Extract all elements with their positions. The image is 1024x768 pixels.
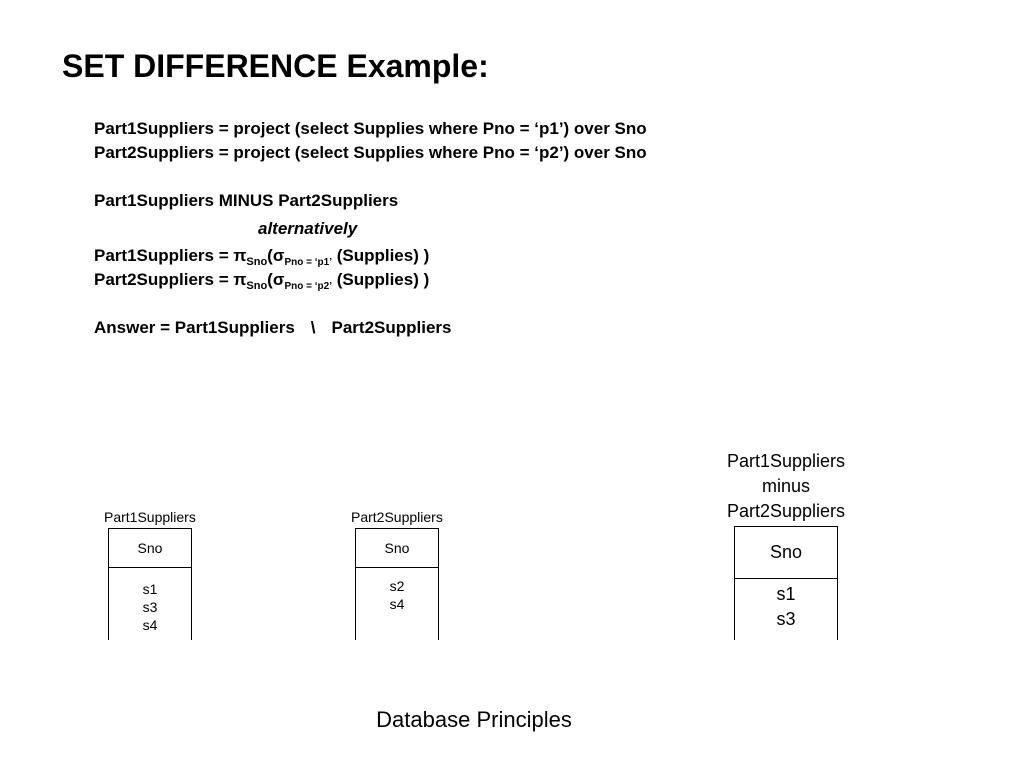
algebra-part1-sigma: (σ	[267, 246, 285, 265]
table-part1-header: Sno	[109, 529, 191, 568]
table-part1	[108, 528, 192, 640]
table-part2	[355, 528, 439, 640]
footer-text: Database Principles	[376, 707, 572, 732]
algebra-part1-select-subscript: Pno = ‘p1’	[284, 257, 332, 268]
table-row: s2	[389, 578, 405, 594]
algebra-part1-lhs: Part1Suppliers = π	[94, 246, 247, 265]
alternatively-label: alternatively	[258, 219, 358, 238]
result-table-header: Sno	[735, 527, 837, 579]
table-row: s1	[776, 584, 796, 604]
result-table-label	[706, 449, 866, 524]
table-row: s3	[776, 609, 796, 629]
algebra-part2-project-subscript: Sno	[246, 280, 268, 292]
algebra-part2-select-subscript: Pno = ‘p2’	[284, 281, 332, 292]
answer-expression	[94, 318, 452, 338]
table-part2-rows	[356, 568, 438, 613]
algebra-part2-lhs: Part2Suppliers = π	[94, 270, 247, 289]
slide-title: SET DIFFERENCE Example:	[62, 48, 489, 84]
table-row: s4	[142, 617, 158, 633]
table-part2-label: Part2Suppliers	[351, 509, 443, 525]
result-table	[734, 526, 838, 640]
definition-part1: Part1Suppliers = project (select Supplies where Pno = ‘p1’) over Sno	[94, 119, 647, 138]
difference-operator: \	[310, 318, 316, 337]
result-label-line: Part1Suppliers	[726, 451, 846, 471]
algebra-part2-rhs: (Supplies) )	[331, 270, 430, 289]
table-part1-rows	[109, 568, 191, 634]
result-label-line: minus	[761, 476, 810, 496]
definition-part2: Part2Suppliers = project (select Supplies where Pno = ‘p2’) over Sno	[94, 143, 647, 162]
algebra-part1-project-subscript: Sno	[246, 256, 268, 268]
algebra-part2-sigma: (σ	[267, 270, 285, 289]
result-label-line: Part2Suppliers	[726, 501, 846, 521]
answer-rhs: Part2Suppliers	[331, 318, 452, 337]
table-part1-label: Part1Suppliers	[104, 509, 196, 525]
result-table-rows	[735, 579, 837, 632]
algebra-part1	[94, 246, 429, 268]
table-row: s1	[142, 581, 158, 597]
table-part2-header: Sno	[356, 529, 438, 568]
algebra-part1-rhs: (Supplies) )	[331, 246, 430, 265]
table-row: s4	[389, 596, 405, 612]
algebra-part2	[94, 270, 429, 292]
minus-expression: Part1Suppliers MINUS Part2Suppliers	[94, 191, 399, 210]
table-row: s3	[142, 599, 158, 615]
answer-lhs: Answer = Part1Suppliers	[94, 318, 295, 337]
